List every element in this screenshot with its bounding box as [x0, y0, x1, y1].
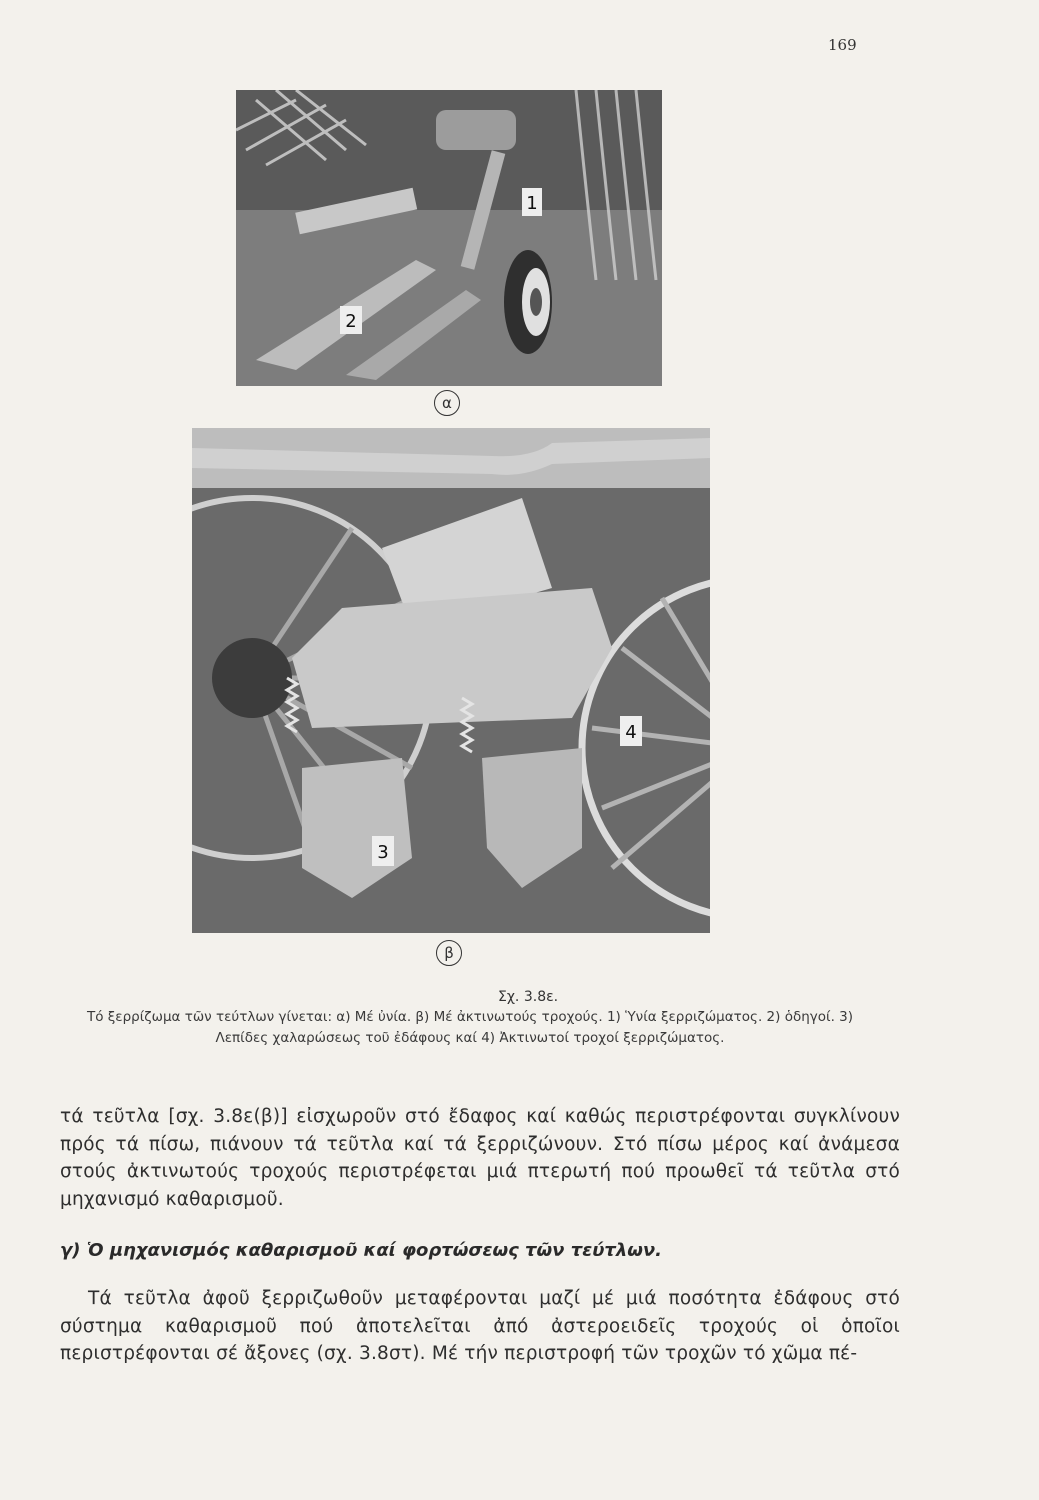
callout-2: 2	[345, 311, 357, 332]
photo-lifter-shares	[236, 90, 662, 386]
callout-4: 4	[625, 722, 637, 743]
panel-b-label: β	[436, 940, 462, 966]
figure-caption: Τό ξερρίζωμα τῶν τεύτλων γίνεται: α) Μέ ὐνία. β) Μέ ἀκτινωτούς τροχούς. 1) Ὑνία ξερριζώματος. 2) ὁδηγοί. 3) Λεπίδες χαλαρώσεως τοῦ ἐδάφους καί 4) Ἀκτινωτοί τροχοί ξερριζώματος.	[86, 1009, 854, 1046]
callout-1: 1	[526, 193, 538, 214]
figure-caption-title: Σχ. 3.8ε.	[498, 989, 559, 1005]
panel-a-label: α	[434, 390, 460, 416]
page-number: 169	[828, 36, 857, 54]
callout-3: 3	[377, 842, 389, 863]
section-heading: γ) Ὁ μηχανισμός καθαρισμοῦ καί φορτώσεως τῶν τεύτλων.	[60, 1240, 662, 1261]
body-paragraph-1: τά τεῦτλα [σχ. 3.8ε(β)] εἰσχωροῦν στό ἔδαφος καί καθώς περιστρέφονται συγκλίνουν πρός τά πίσω, πιάνουν τά τεῦτλα καί τά ξερριζώνουν. Στό πίσω μέρος καί ἀνάμεσα στούς ἀκτινωτούς τροχούς περιστρέφεται μιά πτερωτή πού προωθεῖ τά τεῦτλα στό μηχανισμό καθαρισμοῦ.	[60, 1106, 900, 1210]
body-paragraph-2: Τά τεῦτλα ἀφοῦ ξερριζωθοῦν μεταφέρονται μαζί μέ μιά ποσότητα ἐδάφους στό σύστημα καθαρισμοῦ πού ἀποτελεῖται ἀπό ἀστεροειδεῖς τροχούς οἱ ὁποῖοι περιστρέφονται σέ ἄξονες (σχ. 3.8στ). Μέ τήν περιστροφή τῶν τροχῶν τό χῶμα πέ-	[60, 1288, 900, 1364]
photo-spoked-wheels	[192, 428, 710, 933]
